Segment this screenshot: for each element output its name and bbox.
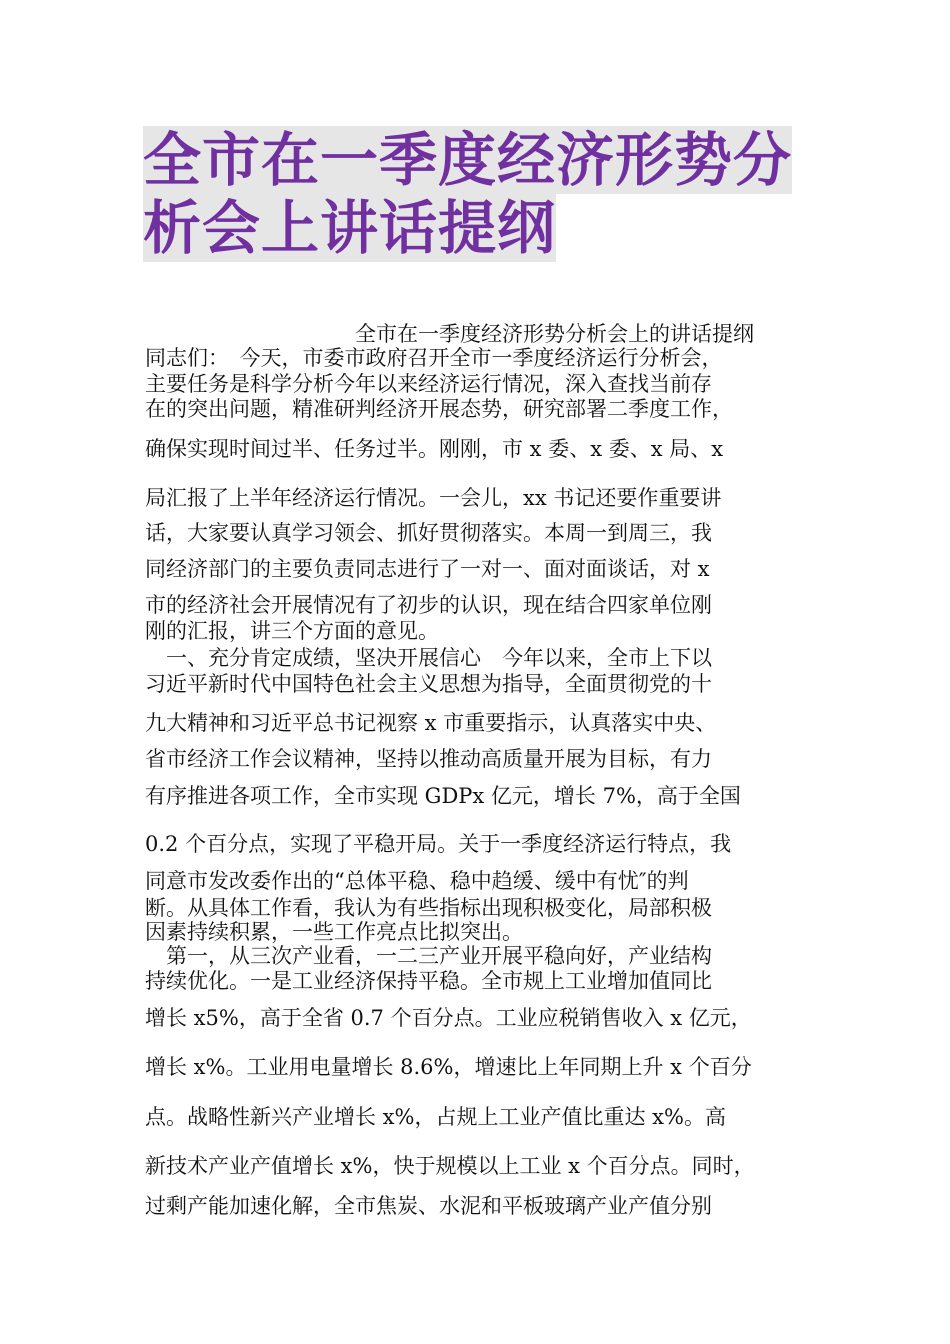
body-line: 第一，从三次产业看，一二三产业开展平稳向好，产业结构 [145,944,712,968]
body-line: 0.2 个百分点，实现了平稳开局。关于一季度经济运行特点，我 [145,832,732,856]
body-line: 增长 x%。工业用电量增长 8.6%，增速比上年同期上升 x 个百分 [145,1055,752,1079]
body-line: 习近平新时代中国特色社会主义思想为指导，全面贯彻党的十 [145,672,712,696]
body-line: 因素持续积累，一些工作亮点比拟突出。 [145,920,523,944]
body-line: 新技术产业产值增长 x%，快于规模以上工业 x 个百分点。同时， [145,1154,755,1178]
body-line: 断。从具体工作看，我认为有些指标出现积极变化，局部积极 [145,896,712,920]
body-line: 确保实现时间过半、任务过半。刚刚，市 x 委、x 委、x 局、x [145,437,724,461]
body-line: 九大精神和习近平总书记视察 x 市重要指示，认真落实中央、 [145,711,717,735]
body-line: 同志们： 今天，市委市政府召开全市一季度经济运行分析会， [145,346,723,370]
title-line-1: 全市在一季度经济形势分 [143,126,793,194]
body-line: 刚的汇报，讲三个方面的意见。 [145,619,439,643]
body-line: 同经济部门的主要负责同志进行了一对一、面对面谈话，对 x [145,557,710,581]
body-line: 省市经济工作会议精神，坚持以推动高质量开展为目标，有力 [145,747,712,771]
body-line: 有序推进各项工作，全市实现 GDPx 亿元，增长 7%，高于全国 [145,784,741,808]
body-line: 一、充分肯定成绩，坚决开展信心 今年以来，全市上下以 [145,646,712,670]
body-line: 市的经济社会开展情况有了初步的认识，现在结合四家单位刚 [145,593,712,617]
body-line: 增长 x5%，高于全省 0.7 个百分点。工业应税销售收入 x 亿元， [145,1006,752,1030]
body-line: 主要任务是科学分析今年以来经济运行情况，深入查找当前存 [145,372,712,396]
body-line: 全市在一季度经济形势分析会上的讲话提纲 [145,322,754,346]
body-line: 同意市发改委作出的“总体平稳、稳中趋缓、缓中有忧″的判 [145,869,689,893]
body-line: 话，大家要认真学习领会、抓好贯彻落实。本周一到周三，我 [145,521,712,545]
body-line: 点。战略性新兴产业增长 x%，占规上工业产值比重达 x%。高 [145,1105,726,1129]
body-line: 在的突出问题，精准研判经济开展态势，研究部署二季度工作， [145,397,733,421]
document-title [143,126,823,262]
body-line: 过剩产能加速化解，全市焦炭、水泥和平板玻璃产业产值分别 [145,1194,712,1218]
body-line: 局汇报了上半年经济运行情况。一会儿，xx 书记还要作重要讲 [145,486,722,510]
title-line-2: 析会上讲话提纲 [143,194,557,262]
body-line: 持续优化。一是工业经济保持平稳。全市规上工业增加值同比 [145,969,712,993]
